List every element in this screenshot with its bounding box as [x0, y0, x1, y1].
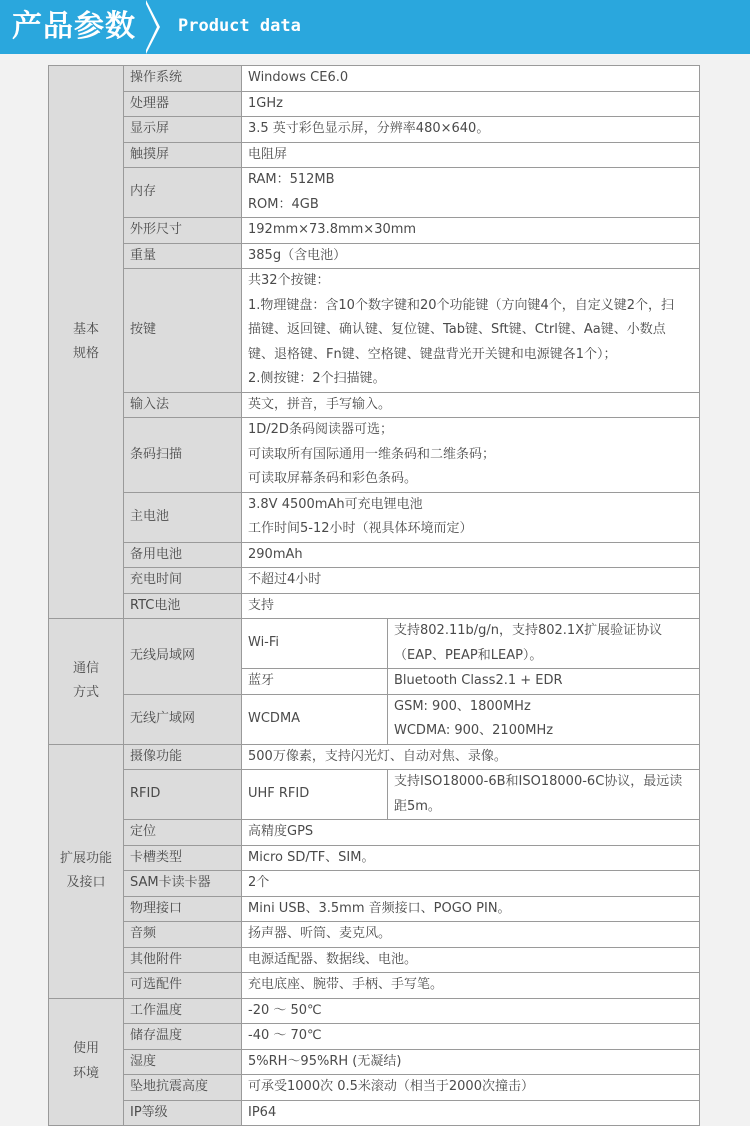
category-basic: 基本 规格	[49, 66, 124, 619]
chevron-inner-shape	[146, 4, 157, 50]
spec-name: 处理器	[124, 91, 242, 117]
table-row	[49, 269, 700, 393]
spec-value: 支持802.11b/g/n，支持802.1X扩展验证协议 （EAP、PEAP和LEAP）。	[388, 619, 700, 669]
spec-name: 内存	[124, 168, 242, 218]
spec-value: 3.8V 4500mAh可充电锂电池 工作时间5-12小时（视具体环境而定）	[242, 492, 700, 542]
table-row	[49, 142, 700, 168]
spec-sub: UHF RFID	[242, 770, 388, 820]
category-env: 使用 环境	[49, 998, 124, 1126]
spec-name: RTC电池	[124, 593, 242, 619]
table-row	[49, 896, 700, 922]
table-row	[49, 1100, 700, 1126]
table-row	[49, 418, 700, 493]
spec-value: 1GHz	[242, 91, 700, 117]
spec-value: 共32个按键： 1.物理键盘：含10个数字键和20个功能键（方向键4个，自定义键2个，扫 描键、返回键、确认键、复位键、Tab键、Sft键、Ctrl键、Aa键、小数点 键、退格键、Fn键、空格键、键盘背光开关键和电源键各1个）； 2.侧按键：2个扫描键。	[242, 269, 700, 393]
table-row	[49, 694, 700, 744]
table-row	[49, 568, 700, 594]
table-row	[49, 973, 700, 999]
spec-value: 可承受1000次 0.5米滚动（相当于2000次撞击）	[242, 1075, 700, 1101]
table-row	[49, 1049, 700, 1075]
category-ext: 扩展功能 及接口	[49, 744, 124, 998]
banner-title-cn: 产品参数	[12, 9, 136, 44]
spec-name: 定位	[124, 820, 242, 846]
table-row	[49, 744, 700, 770]
table-row	[49, 492, 700, 542]
spec-sub: WCDMA	[242, 694, 388, 744]
spec-value: IP64	[242, 1100, 700, 1126]
spec-name: SAM卡读卡器	[124, 871, 242, 897]
section-banner	[0, 0, 750, 54]
spec-name: 主电池	[124, 492, 242, 542]
spec-name: 无线局域网	[124, 619, 242, 695]
spec-value: 3.5 英寸彩色显示屏，分辨率480×640。	[242, 117, 700, 143]
spec-value: 192mm×73.8mm×30mm	[242, 218, 700, 244]
table-row	[49, 1075, 700, 1101]
table-row	[49, 998, 700, 1024]
spec-value: 2个	[242, 871, 700, 897]
spec-value: 英文，拼音，手写输入。	[242, 392, 700, 418]
spec-value: 充电底座、腕带、手柄、手写笔。	[242, 973, 700, 999]
spec-name: 可选配件	[124, 973, 242, 999]
spec-name: 输入法	[124, 392, 242, 418]
table-row	[49, 922, 700, 948]
spec-value: 高精度GPS	[242, 820, 700, 846]
spec-name: 重量	[124, 243, 242, 269]
category-comm: 通信 方式	[49, 619, 124, 745]
table-row	[49, 91, 700, 117]
spec-value: -20 ～ 50℃	[242, 998, 700, 1024]
spec-table	[48, 65, 700, 1126]
spec-name: 其他附件	[124, 947, 242, 973]
spec-name: 显示屏	[124, 117, 242, 143]
spec-value: -40 ～ 70℃	[242, 1024, 700, 1050]
banner-title-en: Product data	[178, 16, 301, 36]
table-row	[49, 1024, 700, 1050]
spec-value: GSM: 900、1800MHz WCDMA: 900、2100MHz	[388, 694, 700, 744]
spec-name: 坠地抗震高度	[124, 1075, 242, 1101]
table-row	[49, 218, 700, 244]
table-row	[49, 168, 700, 218]
spec-value: Micro SD/TF、SIM。	[242, 845, 700, 871]
table-row	[49, 117, 700, 143]
spec-value: 5%RH～95%RH (无凝结)	[242, 1049, 700, 1075]
table-row	[49, 66, 700, 92]
spec-value: 290mAh	[242, 542, 700, 568]
spec-value: 1D/2D条码阅读器可选； 可读取所有国际通用一维条码和二维条码； 可读取屏幕条码和彩色条码。	[242, 418, 700, 493]
spec-value: 支持	[242, 593, 700, 619]
spec-name: 外形尺寸	[124, 218, 242, 244]
table-row	[49, 820, 700, 846]
table-row	[49, 392, 700, 418]
spec-name: 按键	[124, 269, 242, 393]
spec-name: 触摸屏	[124, 142, 242, 168]
table-row	[49, 947, 700, 973]
spec-value: 扬声器、听筒、麦克风。	[242, 922, 700, 948]
spec-value: Windows CE6.0	[242, 66, 700, 92]
spec-value: 385g（含电池）	[242, 243, 700, 269]
spec-value: 支持ISO18000-6B和ISO18000-6C协议，最远读 距5m。	[388, 770, 700, 820]
table-row	[49, 770, 700, 820]
spec-name: 条码扫描	[124, 418, 242, 493]
spec-name: 备用电池	[124, 542, 242, 568]
spec-name: 湿度	[124, 1049, 242, 1075]
spec-name: 物理接口	[124, 896, 242, 922]
spec-value: Bluetooth Class2.1 + EDR	[388, 669, 700, 695]
table-row	[49, 593, 700, 619]
spec-value: Mini USB、3.5mm 音频接口、POGO PIN。	[242, 896, 700, 922]
spec-name: 储存温度	[124, 1024, 242, 1050]
table-row	[49, 871, 700, 897]
table-row	[49, 542, 700, 568]
spec-value: 不超过4小时	[242, 568, 700, 594]
spec-name: 操作系统	[124, 66, 242, 92]
table-row	[49, 845, 700, 871]
spec-name: 充电时间	[124, 568, 242, 594]
spec-sub: 蓝牙	[242, 669, 388, 695]
spec-name: 卡槽类型	[124, 845, 242, 871]
spec-name: 工作温度	[124, 998, 242, 1024]
spec-name: 摄像功能	[124, 744, 242, 770]
spec-value: 500万像素，支持闪光灯、自动对焦、录像。	[242, 744, 700, 770]
spec-value: RAM：512MB ROM：4GB	[242, 168, 700, 218]
table-row	[49, 619, 700, 669]
spec-sub: Wi-Fi	[242, 619, 388, 669]
spec-value: 电阻屏	[242, 142, 700, 168]
table-row	[49, 243, 700, 269]
spec-name: RFID	[124, 770, 242, 820]
spec-name: IP等级	[124, 1100, 242, 1126]
spec-name: 音频	[124, 922, 242, 948]
spec-name: 无线广域网	[124, 694, 242, 744]
spec-value: 电源适配器、数据线、电池。	[242, 947, 700, 973]
